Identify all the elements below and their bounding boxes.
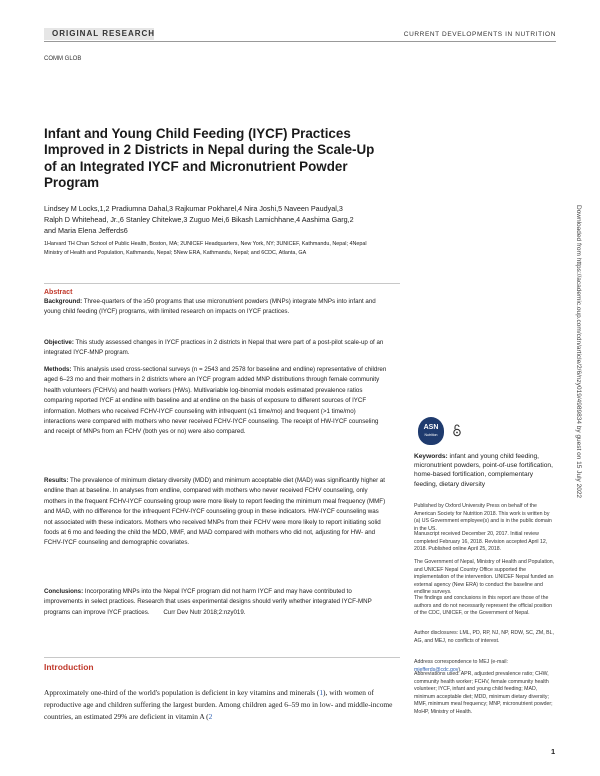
abstract-heading: Abstract — [44, 289, 73, 296]
author-list — [44, 203, 384, 236]
conclusions-label: Conclusions: — [44, 588, 84, 595]
abstract-divider — [44, 283, 400, 284]
copyright-note: Published by Oxford University Press on behalf of the American Society for Nutrition 2018. This work is written by (a) US Government employee(s) and is in the public domain in the US. — [414, 503, 552, 532]
abstract-methods — [44, 365, 389, 438]
intro-text-part-1: Approximately one-third of the world's population is deficient in key vitamins and minerals ( — [44, 688, 320, 697]
keywords-text: infant and young child feeding, micronutrient powders, point-of-use fortification, home-based fortification, complementary feeding, dietary diversity — [414, 453, 553, 488]
asn-logo-text: ASN — [423, 424, 439, 431]
section-label: ORIGINAL RESEARCH — [52, 29, 156, 38]
header-divider — [44, 41, 556, 42]
article-type-label: COMM GLOB — [44, 56, 82, 62]
intro-text-part-2: ), with women of reproductive age and children suffering the largest burden. Among children aged 6–59 mo in low- and middle-income countries, an estimated 29% are deficient in vitamin A ( — [44, 688, 393, 721]
results-label: Results: — [44, 477, 69, 484]
author-disclosures: Author disclosures: LML, PD, RP, NJ, NP, RDW, SC, ZM, BL, AG, and MEJ, no conflicts of interest. — [414, 630, 554, 644]
objective-label: Objective: — [44, 339, 74, 346]
methods-text: This analysis used cross-sectional surveys (n = 2543 and 2578 for baseline and endline) representative of children aged 6–23 mo and their mothers in 2 districts where an IYCF program added MNP distributions through female community health volunteers (FCHVs) and health workers (HWs). Multivariable log-binomial models estimated prevalence ratios comparing reported IYCF at endline with baseline and at endline on the basis of exposure to different sources of IYCF information. Mothers who received FCHV-IYCF counseling with infrequent (≤1 time/mo) and frequent (>1 time/mo) interactions were compared with mothers who never received FCHV-IYCF counseling. The receipt of HW-IYCF counseling and receipt of MNPs from an FCHV (both yes or no) were also compared. — [44, 366, 387, 436]
abbreviations: Abbreviations used: APR, adjusted prevalence ratio; CHW, community health worker; FCHV, female community health volunteer; IYCF, infant and young child feeding; MAD, minimum acceptable diet; MDD, minimum dietary diversity; MMF, minimum meal frequency; MNP, micronutrient powder; MoHP, Ministry of Health. — [414, 671, 553, 715]
correspondence-text: Address correspondence to MEJ (e-mail: — [414, 659, 508, 665]
abstract-conclusions — [44, 587, 389, 618]
asn-logo-subtext: Nutrition — [424, 433, 438, 437]
reference-link-2[interactable]: 2 — [208, 712, 213, 721]
results-text: The prevalence of minimum dietary diversity (MDD) and minimum acceptable diet (MAD) was significantly higher at endline than at baseline. In analyses from endline, compared with mothers who never received FCHV counseling, only mothers in the frequent FCHV-IYCF counseling group were more likely to report feeding the minimum meal frequency (MMF) and MAD, with no difference for the infrequent FCHV-IYCF counseling group in these indicators. HW-IYCF counseling was not associated with these indicators. Mothers who received MNPs from their FCHV were more likely to report initiating solid foods at 6 mo and feeding the child the MDD, MMF, and MAD compared with mothers who did not, adjusting for HW- and FCHV-IYCF counseling and demographic covariates. — [44, 477, 386, 547]
download-note — [574, 205, 584, 585]
manuscript-history: Manuscript received December 20, 2017. Initial review completed February 16, 2018. Revision accepted April 12, 2018. Published online April 25, 2018. — [414, 531, 548, 553]
introduction-heading: Introduction — [44, 662, 94, 672]
author-line-2: Ralph D Whitehead, Jr.,6 Stanley Chitekwe,3 Zuguo Mei,6 Bikash Lamichhane,4 Aashima Garg,2 — [44, 215, 354, 224]
disclaimer-note: The findings and conclusions in this report are those of the authors and do not necessarily represent the official position of the CDC, UNICEF, or the Government of Nepal. — [414, 595, 553, 617]
correspondence-end: ). — [458, 666, 462, 673]
asn-logo — [418, 417, 444, 445]
background-text: Three-quarters of the ≥50 programs that use micronutrient powders (MNPs) integrate MNPs into infant and young child feeding (IYCF) programs, with limited research on impacts on IYCF practices. — [44, 298, 376, 316]
affiliations: 1Harvard TH Chan School of Public Health, Boston, MA; 2UNICEF Headquarters, New York, NY; 3UNICEF, Kathmandu, Nepal; 4Nepal Ministry of Health and Population, Kathmandu, Nepal; 5New ERA, Kathmandu, Nepal; and 6CDC, Atlanta, GA — [44, 241, 367, 256]
journal-label: CURRENT DEVELOPMENTS IN NUTRITION — [403, 31, 556, 38]
abstract-background — [44, 297, 389, 318]
author-line-3: and Maria Elena Jefferds6 — [44, 226, 128, 235]
introduction-text — [44, 687, 394, 723]
citation: Curr Dev Nutr 2018;2:nzy019. — [163, 608, 246, 616]
methods-label: Methods: — [44, 366, 72, 373]
author-line-1: Lindsey M Locks,1,2 Pradiumna Dahal,3 Rajkumar Pokharel,4 Nira Joshi,5 Naveen Paudyal,3 — [44, 204, 343, 213]
introduction-divider — [44, 657, 400, 658]
abstract-objective — [44, 338, 389, 359]
correspondence-email-link[interactable]: mjefferds@cdc.gov — [414, 666, 459, 673]
objective-text: This study assessed changes in IYCF practices in 2 districts in Nepal that were part of a post-pilot scale-up of an integrated IYCF-MNP program. — [44, 339, 384, 357]
download-note-text: Downloaded from https://academic.oup.com/cdn/article/2/6/nzy019/4989834 by guest on 15 July 2022 — [575, 205, 582, 499]
article-title: Infant and Young Child Feeding (IYCF) Practices Improved in 2 Districts in Nepal during the Scale-Up of an Integrated IYCF and Micronutrient Powder Program — [44, 126, 375, 190]
background-label: Background: — [44, 298, 83, 305]
reference-link-1[interactable]: 1 — [319, 688, 324, 697]
page-number: 1 — [551, 747, 556, 756]
abstract-results — [44, 476, 389, 549]
keywords-label: Keywords: — [414, 453, 448, 460]
funding-note: The Government of Nepal, Ministry of Health and Population, and UNICEF Nepal Country Office supported the implementation of the intervention. UNICEF Nepal funded an external agency (New ERA) to conduct the baseline and endline surveys. — [414, 559, 555, 596]
conclusions-text: Incorporating MNPs into the Nepal IYCF program did not harm IYCF and may have contributed to improvements in select practices. Research that uses experimental designs should verify whether integrated IYCF-MNP programs can improve IYCF practices. — [44, 588, 372, 616]
keywords — [414, 452, 556, 489]
open-access-icon — [452, 423, 462, 437]
